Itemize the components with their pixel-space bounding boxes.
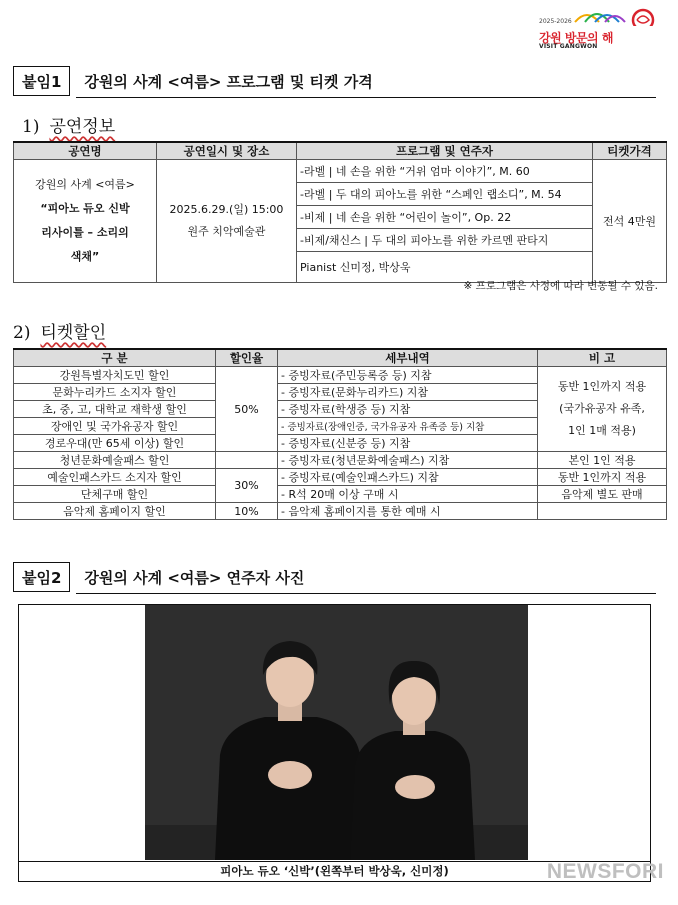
section1-number: 1) [22,117,40,137]
program-item: -비제 | 네 손을 위한 “어린이 놀이”, Op. 22 [297,206,593,229]
appendix2-header [13,562,304,592]
logo-korean-text: 강원 방문의 해 [539,31,613,45]
discount-note: 본인 1인 적용 [538,452,667,469]
discount-note: 동반 1인까지 적용 [538,469,667,486]
discount-detail: - 증빙자료(장애인증, 국가유공자 유족증 등) 지참 [278,418,538,435]
header-cell: 공연일시 및 장소 [157,142,297,160]
discount-note-line: 1인 1매 적용) [568,424,636,437]
appendix2-title: 강원의 사계 <여름> 연주자 사진 [84,568,305,587]
discount-detail: - 증빙자료(학생증 등) 지참 [278,401,538,418]
table-header-row [14,142,667,160]
section2-number: 2) [13,323,31,343]
appendix1-header [13,66,373,96]
discount-note [538,503,667,520]
discount-detail: - R석 20매 이상 구매 시 [278,486,538,503]
section2-title: 티켓할인 [40,323,107,343]
header-cell: 세부내역 [278,349,538,367]
discount-rate: 50% [216,367,278,452]
table-row [14,367,667,384]
performer-photo-illustration [145,605,528,860]
discount-detail: - 음악제 홈페이지를 통한 예매 시 [278,503,538,520]
discount-detail: - 증빙자료(주민등록증 등) 지참 [278,367,538,384]
performance-date: 2025.6.29.(일) 15:00 [169,203,284,216]
performance-name-line: 리사이틀 – 소리의 [41,226,129,239]
table-row [14,452,667,469]
performer-photo [145,605,528,860]
appendix1-tag: 붙임1 [13,66,70,96]
discount-note: 음악제 별도 판매 [538,486,667,503]
section2-heading [13,318,106,343]
program-item: -라벨 | 두 대의 피아노를 위한 “스페인 랩소디”, M. 54 [297,183,593,206]
logo-years: 2025-2026 [539,18,572,25]
discount-rate: 30% [216,469,278,503]
appendix1-rule [76,97,656,98]
table-row [14,469,667,486]
discount-category: 음악제 홈페이지 할인 [14,503,216,520]
header-cell: 티켓가격 [593,142,667,160]
discount-category: 예술인패스카드 소지자 할인 [14,469,216,486]
discount-note-line: 동반 1인까지 적용 [557,380,647,393]
performance-venue: 원주 치악예술관 [187,225,266,238]
visit-gangwon-logo [535,8,660,54]
performance-name-cell [14,160,157,283]
discount-category: 청년문화예술패스 할인 [14,452,216,469]
discount-detail: - 증빙자료(청년문화예술패스) 지참 [278,452,538,469]
program-item: -비제/채신스 | 두 대의 피아노를 위한 카르멘 판타지 [297,229,593,252]
discount-category: 장애인 및 국가유공자 할인 [14,418,216,435]
ticket-price-cell: 전석 4만원 [593,160,667,283]
discount-detail: - 증빙자료(문화누리카드) 지참 [278,384,538,401]
table-header-row [14,349,667,367]
discount-note-cell [538,367,667,452]
section1-title: 공연정보 [49,117,116,137]
logo-english-text: VISIT GANGWON [539,43,598,50]
discount-category: 초, 중, 고, 대학교 재학생 할인 [14,401,216,418]
section1-heading [22,112,115,137]
discount-category: 문화누리카드 소지자 할인 [14,384,216,401]
table-row [14,160,667,183]
table-row [14,503,667,520]
header-cell: 공연명 [14,142,157,160]
header-cell: 할인율 [216,349,278,367]
header-cell: 프로그램 및 연주자 [297,142,593,160]
discount-category: 강원특별자치도민 할인 [14,367,216,384]
performance-info-table [13,141,667,283]
performance-name-line: “피아노 듀오 신박 [40,202,130,215]
appendix1-title: 강원의 사계 <여름> 프로그램 및 티켓 가격 [84,72,373,91]
discount-detail: - 증빙자료(예술인패스카드) 지참 [278,469,538,486]
performance-name-line: 강원의 사계 <여름> [35,178,135,191]
date-venue-cell [157,160,297,283]
discount-category: 단체구매 할인 [14,486,216,503]
header-cell: 구 분 [14,349,216,367]
ticket-discount-table [13,348,667,520]
header-cell: 비 고 [538,349,667,367]
appendix2-tag: 붙임2 [13,562,70,592]
discount-note-line: (국가유공자 유족, [559,402,645,415]
program-item: -라벨 | 네 손을 위한 “거위 엄마 이야기”, M. 60 [297,160,593,183]
table-row [14,486,667,503]
newsfori-watermark: NEWSFORI [546,860,664,883]
program-change-note: ※ 프로그램은 사정에 따라 변동될 수 있음. [463,280,658,292]
discount-category: 경로우대(만 65세 이상) 할인 [14,435,216,452]
performers-cell: Pianist 신미정, 박상욱 [297,252,593,283]
photo-caption: 피아노 듀오 ‘신박’(왼쪽부터 박상욱, 신미정) [18,861,651,880]
discount-rate: 10% [216,503,278,520]
performance-name-line: 색채” [70,250,100,263]
discount-detail: - 증빙자료(신분증 등) 지참 [278,435,538,452]
discount-rate-empty [216,452,278,469]
appendix2-rule [76,593,656,594]
